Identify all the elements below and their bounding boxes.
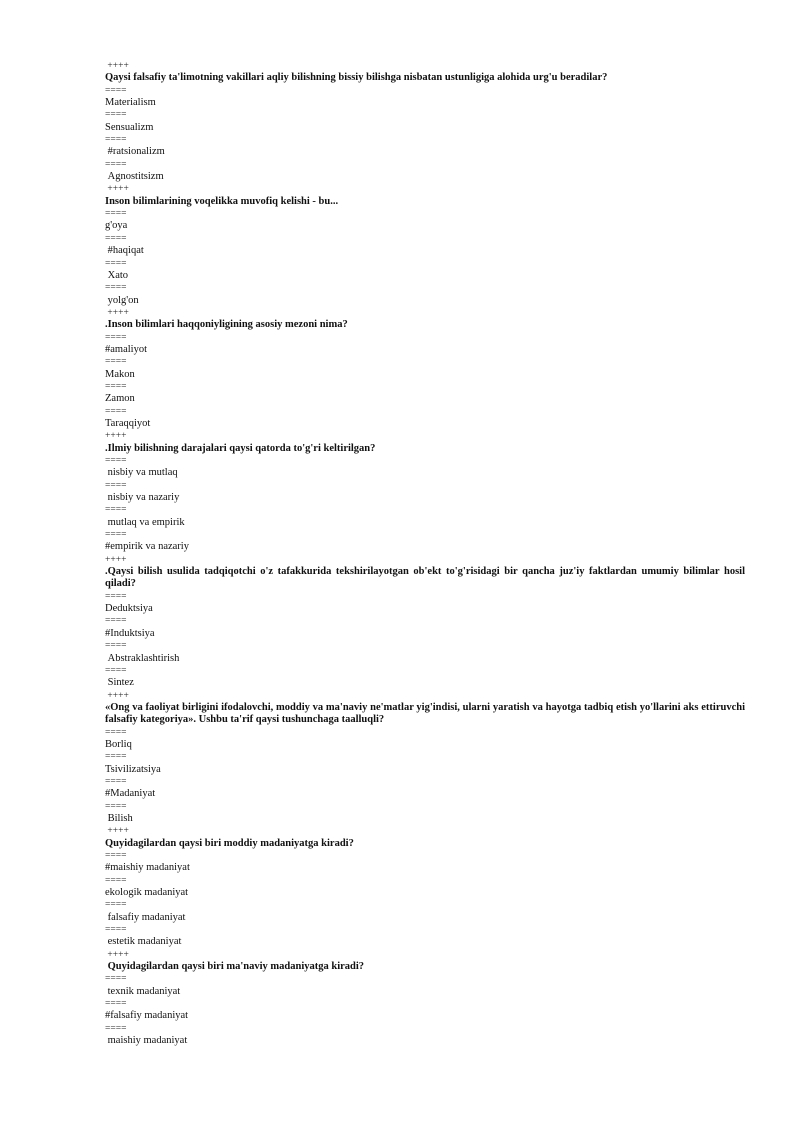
option-separator: ==== bbox=[105, 875, 127, 886]
answer-option: maishiy madaniyat bbox=[105, 1035, 188, 1047]
question-separator: ++++ bbox=[105, 949, 129, 960]
answer-option: Xato bbox=[105, 269, 129, 281]
answer-option: yolg'on bbox=[105, 294, 139, 306]
option-separator: ==== bbox=[105, 258, 127, 269]
option-separator: ==== bbox=[105, 85, 127, 96]
option-separator: ==== bbox=[105, 801, 127, 812]
question-separator: ++++ bbox=[105, 826, 129, 837]
answer-option: Sensualizm bbox=[105, 121, 154, 133]
answer-option: g'oya bbox=[105, 220, 128, 232]
option-separator: ==== bbox=[105, 1023, 127, 1034]
option-separator: ==== bbox=[105, 727, 127, 738]
answer-option: texnik madaniyat bbox=[105, 985, 181, 997]
answer-option: #Madaniyat bbox=[105, 788, 156, 800]
option-separator: ==== bbox=[105, 406, 127, 417]
answer-option: nisbiy va nazariy bbox=[105, 492, 180, 504]
option-separator: ==== bbox=[105, 616, 127, 627]
option-separator: ==== bbox=[105, 752, 127, 763]
answer-option: Bilish bbox=[105, 812, 133, 824]
answer-option: ekologik madaniyat bbox=[105, 887, 189, 899]
option-separator: ==== bbox=[105, 900, 127, 911]
option-separator: ==== bbox=[105, 233, 127, 244]
answer-option: nisbiy va mutlaq bbox=[105, 467, 178, 479]
option-separator: ==== bbox=[105, 641, 127, 652]
answer-option: Abstraklashtirish bbox=[105, 652, 180, 664]
answer-option: Tsivilizatsiya bbox=[105, 763, 161, 775]
answer-option: #amaliyot bbox=[105, 343, 147, 355]
question-text: Qaysi falsafiy ta'limotning vakillari aqliy bilishning bissiy bilishga nisbatan ustunligiga alohida urg'u beradilar? bbox=[105, 72, 608, 84]
answer-option: #falsafiy madaniyat bbox=[105, 1010, 189, 1022]
question-separator: ++++ bbox=[105, 61, 129, 71]
answer-option: estetik madaniyat bbox=[105, 936, 182, 948]
question-separator: ++++ bbox=[105, 184, 129, 195]
answer-option: #ratsionalizm bbox=[105, 146, 165, 158]
answer-option: #maishiy madaniyat bbox=[105, 862, 190, 874]
option-separator: ==== bbox=[105, 209, 127, 220]
answer-option: Taraqqiyot bbox=[105, 417, 151, 429]
answer-option: Makon bbox=[105, 368, 135, 380]
question-text: Inson bilimlarining voqelikka muvofiq kelishi - bu... bbox=[105, 195, 339, 207]
question-separator: ++++ bbox=[105, 554, 127, 565]
option-separator: ==== bbox=[105, 159, 127, 170]
question-text: Quyidagilardan qaysi biri ma'naviy madaniyatga kiradi? bbox=[105, 961, 365, 973]
option-separator: ==== bbox=[105, 135, 127, 146]
answer-option: mutlaq va empirik bbox=[105, 516, 185, 528]
answer-option: Deduktsiya bbox=[105, 603, 153, 615]
option-separator: ==== bbox=[105, 357, 127, 368]
answer-option: Agnostitsizm bbox=[105, 171, 164, 183]
option-separator: ==== bbox=[105, 505, 127, 516]
question-text: .Ilmiy bilishning darajalari qaysi qatorda to'g'ri keltirilgan? bbox=[105, 442, 376, 454]
answer-option: #empirik va nazariy bbox=[105, 541, 189, 553]
answer-option: Materialism bbox=[105, 97, 156, 109]
answer-option: #Induktsiya bbox=[105, 627, 155, 639]
option-separator: ==== bbox=[105, 999, 127, 1010]
option-separator: ==== bbox=[105, 332, 127, 343]
question-separator: ++++ bbox=[105, 307, 129, 318]
question-separator: ++++ bbox=[105, 690, 129, 701]
option-separator: ==== bbox=[105, 851, 127, 861]
option-separator: ==== bbox=[105, 665, 127, 676]
option-separator: ==== bbox=[105, 283, 127, 294]
test-document bbox=[105, 60, 748, 1048]
question-text: .Qaysi bilish usulida tadqiqotchi o'z tafakkurida tekshirilayotgan ob'ekt to'g'risidagi bir qancha juz'iy faktlardan umumiy bilimlar hosil qiladi? bbox=[105, 566, 748, 590]
answer-option: Borliq bbox=[105, 738, 132, 750]
option-separator: ==== bbox=[105, 480, 127, 491]
question-separator: ++++ bbox=[105, 431, 127, 442]
option-separator: ==== bbox=[105, 456, 127, 466]
option-separator: ==== bbox=[105, 776, 127, 787]
answer-option: #haqiqat bbox=[105, 245, 144, 257]
option-separator: ==== bbox=[105, 381, 127, 392]
option-separator: ==== bbox=[105, 974, 127, 985]
question-text: .Inson bilimlari haqqoniyligining asosiy mezoni nima? bbox=[105, 319, 348, 331]
option-separator: ==== bbox=[105, 925, 127, 936]
option-separator: ==== bbox=[105, 110, 127, 121]
answer-option: Sintez bbox=[105, 677, 134, 689]
answer-option: falsafiy madaniyat bbox=[105, 911, 186, 923]
answer-option: Zamon bbox=[105, 393, 135, 405]
question-text: Quyidagilardan qaysi biri moddiy madaniyatga kiradi? bbox=[105, 837, 354, 849]
option-separator: ==== bbox=[105, 591, 127, 602]
option-separator: ==== bbox=[105, 530, 127, 541]
question-text: «Ong va faoliyat birligini ifodalovchi, moddiy va ma'naviy ne'matlar yig'indisi, ularni yaratish va hayotga tadbiq etish yo'llarini aks ettiruvchi falsafiy kategoriya». Ushbu ta'rif qaysi tushunchaga taalluqli? bbox=[105, 701, 748, 726]
